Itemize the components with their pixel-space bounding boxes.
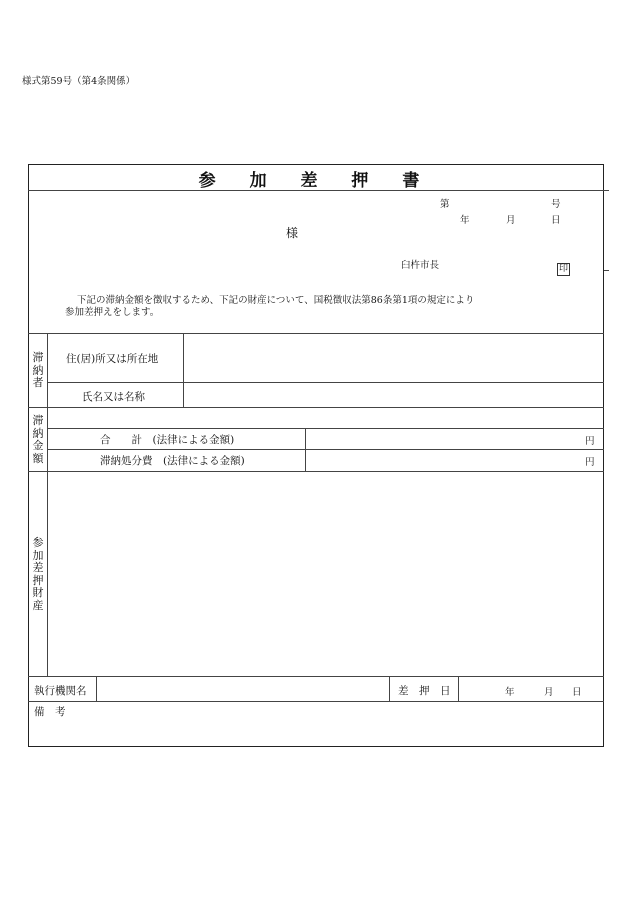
- remarks-field[interactable]: [29, 718, 603, 745]
- total-label: 合 計 (法律による金額): [100, 434, 235, 446]
- number-go: 号: [551, 199, 561, 210]
- agency-field[interactable]: [97, 677, 388, 700]
- name-label: 氏名又は名称: [82, 391, 145, 403]
- seizure-date-label-right-line: [458, 676, 459, 701]
- fee-yen-unit: 円: [585, 457, 595, 468]
- form-title: 参 加 差 押 書: [198, 171, 434, 191]
- amount-section-label: 滞納金額: [32, 414, 44, 465]
- agency-label: 執行機関名: [34, 685, 87, 697]
- margin-tick-top: [604, 190, 609, 191]
- name-field[interactable]: [184, 383, 603, 406]
- total-amount-field[interactable]: [306, 429, 581, 448]
- address-field[interactable]: [184, 334, 603, 381]
- date-year: 年: [460, 215, 470, 226]
- fee-label: 滞納処分費 (法律による金額): [100, 455, 245, 467]
- date-month: 月: [506, 215, 516, 226]
- seizure-date-label: 差 押 日: [398, 685, 451, 697]
- date-day: 日: [551, 215, 561, 226]
- body-text-line1: 下記の滞納金額を徴収するため、下記の財産について、国税徴収法第86条第1項の規定により: [77, 295, 475, 306]
- seizure-day: 日: [572, 687, 582, 698]
- property-field[interactable]: [48, 472, 603, 675]
- total-yen-unit: 円: [585, 436, 595, 447]
- seizure-year: 年: [505, 687, 515, 698]
- taxpayer-section-label: 滞納者: [32, 351, 44, 389]
- seizure-month: 月: [544, 687, 554, 698]
- issuer-name: 臼杵市長: [401, 260, 440, 271]
- title-divider: [28, 190, 604, 191]
- property-section-label: 参加差押財産: [32, 536, 44, 612]
- seal-mark: [557, 256, 570, 276]
- remarks-top-line: [28, 701, 604, 702]
- remarks-label: 備 考: [34, 706, 66, 718]
- addressee-suffix: 様: [286, 226, 299, 240]
- seal-label: 印: [559, 264, 569, 274]
- number-dai: 第: [440, 199, 450, 210]
- address-label: 住(居)所又は所在地: [66, 353, 159, 365]
- margin-tick-bottom: [604, 270, 609, 271]
- body-text-line2: 参加差押えをします。: [65, 307, 160, 318]
- seizure-date-label-left-line: [389, 676, 390, 701]
- amount-detail-field[interactable]: [48, 408, 603, 428]
- form-number: 様式第59号（第4条関係）: [22, 76, 136, 87]
- fee-amount-field[interactable]: [306, 450, 581, 470]
